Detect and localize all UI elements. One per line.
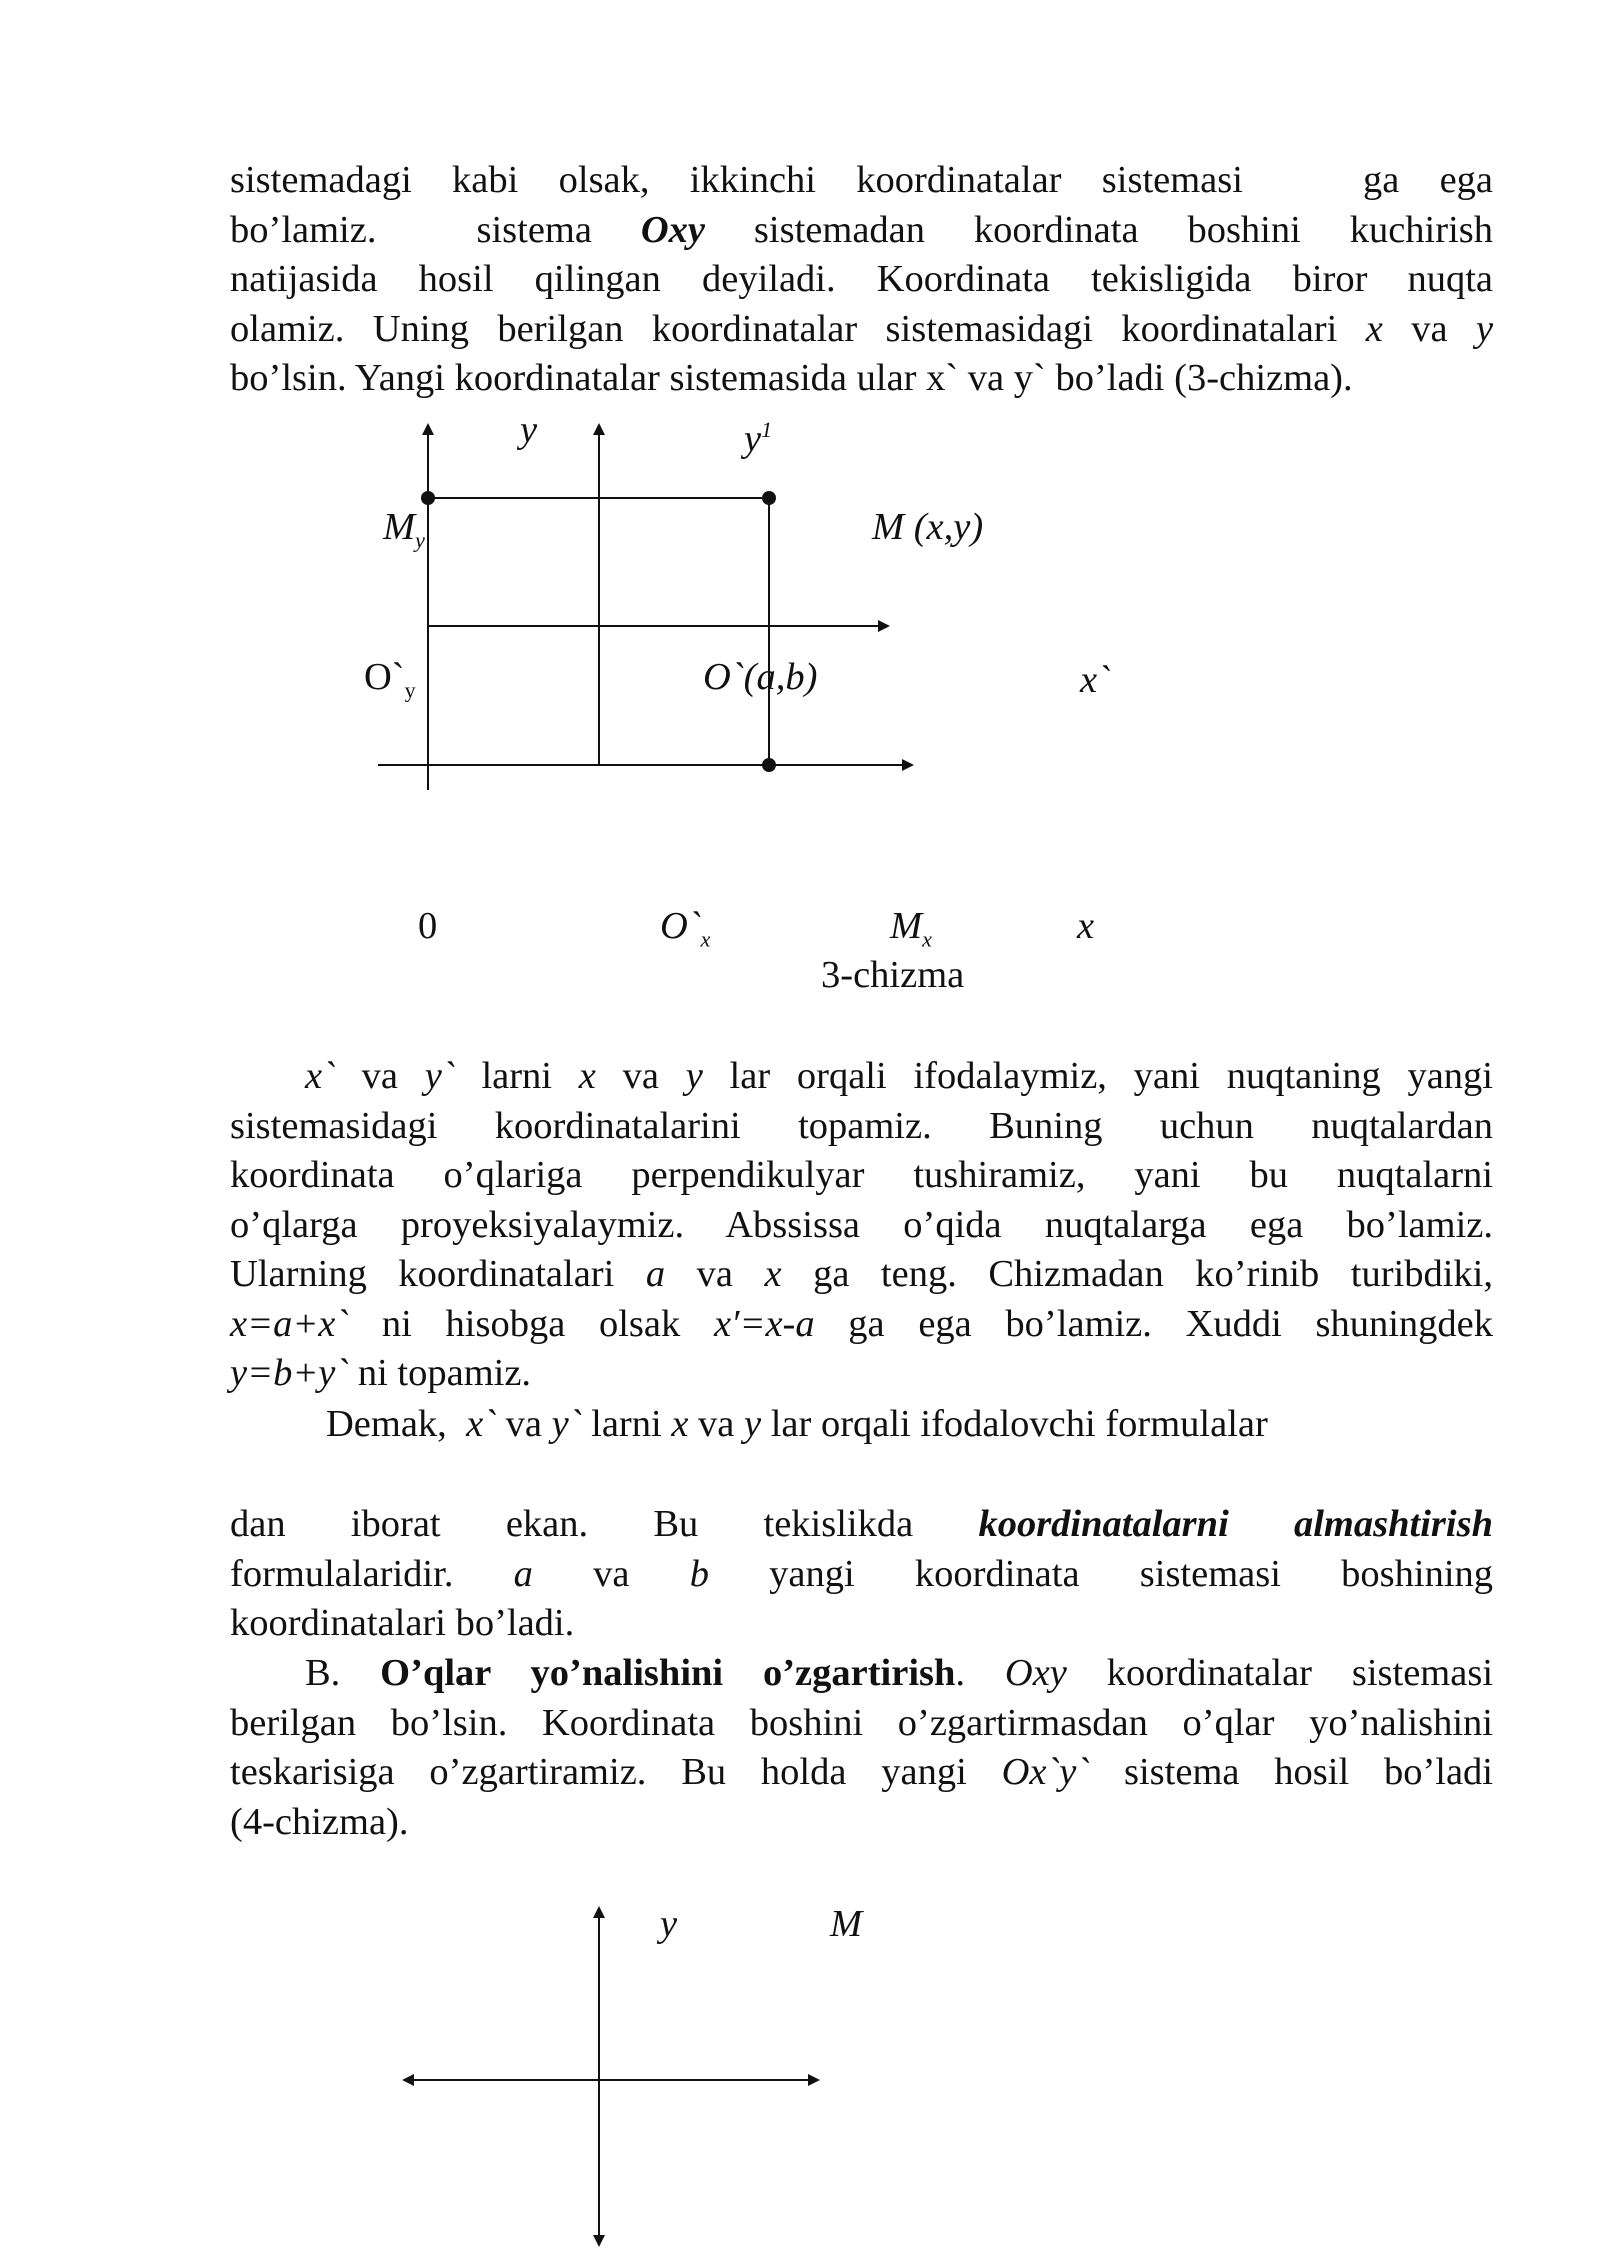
fig4-label-M: M <box>830 1903 863 1945</box>
text-line: o’qlarga proyeksiyalaymiz. Abssissa o’qida nuqtalarga ega bo’lamiz. <box>230 1203 1493 1246</box>
label-Oy: $O`_y$ <box>364 656 416 703</box>
label-O-prime: O`(a,b) <box>703 656 818 698</box>
label-zero: 0 <box>418 905 438 947</box>
text-line: koordinata o’qlariga perpendikulyar tushiramiz, yani bu nuqtalarni <box>230 1154 1493 1196</box>
text-line: Ularning koordinatalari a va x ga teng. Chizmadan ko’rinib turibdiki, <box>230 1253 1493 1295</box>
text-line: bo’lamiz. sistema Oxy sistemadan koordinata boshini kuchirish <box>230 208 1494 251</box>
text-line: B. O’qlar yo’nalishini o’zgartirish. Oxy koordinatalar sistemasi <box>305 1652 1494 1694</box>
text-line: formulalaridir. a va b yangi koordinata sistemasi boshining <box>230 1552 1494 1595</box>
text-line: sistemasidagi koordinatalarini topamiz. Buning uchun nuqtalardan <box>230 1104 1493 1147</box>
label-x: x <box>1077 905 1095 947</box>
label-y1: $y^1$ <box>744 417 773 460</box>
label-My: $M_y$ <box>383 506 425 553</box>
text-line: berilgan bo’lsin. Koordinata boshini o’zgartirmasdan o’qlar yo’nalishini <box>230 1701 1493 1744</box>
label-x-prime: x` <box>1080 659 1110 701</box>
label-Ox: $O`_x$ <box>660 905 711 952</box>
text-line: (4-chizma). <box>230 1800 409 1843</box>
section-heading: O’qlar yo’nalishini o’zgartirish <box>380 1652 956 1694</box>
text-line: olamiz. Uning berilgan koordinatalar sistemasidagi koordinatalari x va y <box>230 307 1494 350</box>
text-line: sistemadagi kabi olsak, ikkinchi koordinatalar sistemasi ga ega <box>230 159 1494 201</box>
text-line: x=a+x` ni hisobga olsak x′=x-a ga ega bo’lamiz. Xuddi shuningdek <box>230 1302 1494 1345</box>
label-Mx: $M_x$ <box>890 905 932 952</box>
fig4-label-y: y <box>660 1903 678 1945</box>
text-line: koordinatalari bo’ladi. <box>230 1602 575 1644</box>
text-line: dan iborat ekan. Bu tekislikda koordinatalarni almashtirish <box>230 1503 1493 1545</box>
text-line: x` va y` larni x va y lar orqali ifodalaymiz, yani nuqtaning yangi <box>305 1055 1493 1097</box>
text-line: y=b+y` ni topamiz. <box>230 1352 532 1394</box>
text-line: natijasida hosil qilingan deyiladi. Koordinata tekisligida biror nuqta <box>230 258 1493 300</box>
label-M: M (x,y) <box>872 506 984 548</box>
text-line: teskarisiga o’zgartiramiz. Bu holda yangi Ox`y` sistema hosil bo’ladi <box>230 1751 1493 1793</box>
text-line: Demak, x` va y` larni x va y lar orqali ifodalovchi formulalar <box>326 1403 1268 1445</box>
text-line: bo’lsin. Yangi koordinatalar sistemasida ular x` va y` bo’ladi (3-chizma). <box>230 357 1353 399</box>
figure-3-caption: 3-chizma <box>821 954 965 996</box>
label-y: y <box>520 409 538 451</box>
